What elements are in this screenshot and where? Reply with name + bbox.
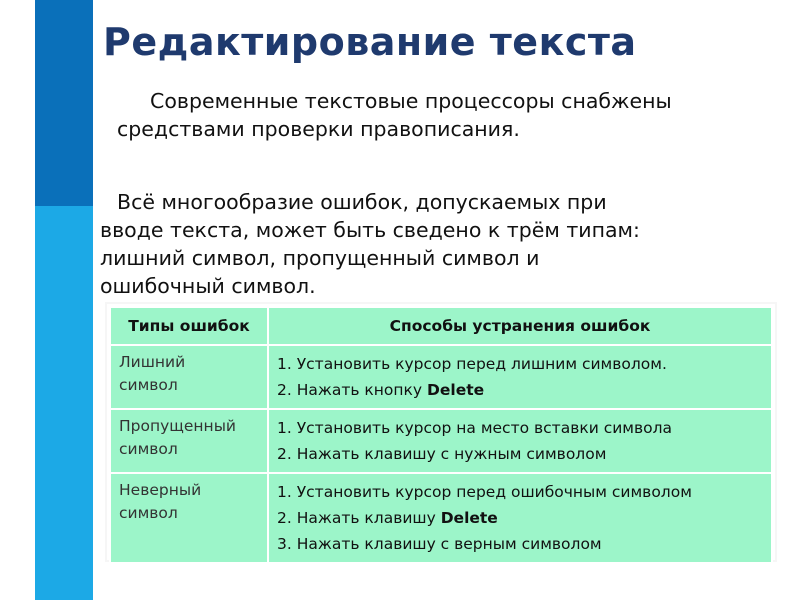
sidebar-accent-dark <box>35 0 93 206</box>
fix-step-text: 2. Нажать клавишу <box>277 509 441 527</box>
fix-methods-cell <box>268 345 772 409</box>
error-type-cell <box>110 345 268 409</box>
error-type-line: символ <box>119 376 178 394</box>
paragraph-line: средствами проверки правописания. <box>117 117 520 141</box>
header-error-types: Типы ошибок <box>110 307 268 345</box>
fix-methods-cell <box>268 473 772 563</box>
paragraph-line: ошибочный символ. <box>100 274 316 298</box>
error-type-cell <box>110 409 268 473</box>
key-name: Delete <box>427 381 485 399</box>
error-table-frame <box>107 304 775 560</box>
paragraph-line: Всё многообразие ошибок, допускаемых при <box>117 190 607 214</box>
slide-title: Редактирование текста <box>103 20 637 64</box>
fix-step: 1. Установить курсор перед лишним символом. <box>277 355 667 373</box>
paragraph-error-types <box>100 188 780 300</box>
fix-step: 3. Нажать клавишу с верным символом <box>277 535 602 553</box>
fix-step: 2. Нажать клавишу с нужным символом <box>277 445 607 463</box>
error-type-line: Неверный <box>119 481 202 499</box>
paragraph-line: Современные текстовые процессоры снабжены <box>150 89 672 113</box>
fix-step: 1. Установить курсор перед ошибочным символом <box>277 483 692 501</box>
error-type-line: символ <box>119 440 178 458</box>
error-type-cell <box>110 473 268 563</box>
fix-methods-cell <box>268 409 772 473</box>
error-type-line: Пропущенный <box>119 417 236 435</box>
table-row <box>110 345 772 409</box>
error-type-line: Лишний <box>119 353 186 371</box>
table-row <box>110 473 772 563</box>
fix-step-text: 2. Нажать кнопку <box>277 381 427 399</box>
paragraph-spellcheck <box>100 87 780 143</box>
paragraph-line: лишний символ, пропущенный символ и <box>100 246 540 270</box>
paragraph-line: вводе текста, может быть сведено к трём типам: <box>100 218 640 242</box>
key-name: Delete <box>440 509 498 527</box>
sidebar-accent-light <box>35 206 93 600</box>
error-type-line: символ <box>119 504 178 522</box>
fix-step: 1. Установить курсор на место вставки символа <box>277 419 673 437</box>
header-fix-methods: Способы устранения ошибок <box>268 307 772 345</box>
table-row <box>110 409 772 473</box>
fix-step <box>277 505 763 531</box>
error-types-table <box>109 306 773 564</box>
table-header-row <box>110 307 772 345</box>
fix-step <box>277 377 763 403</box>
